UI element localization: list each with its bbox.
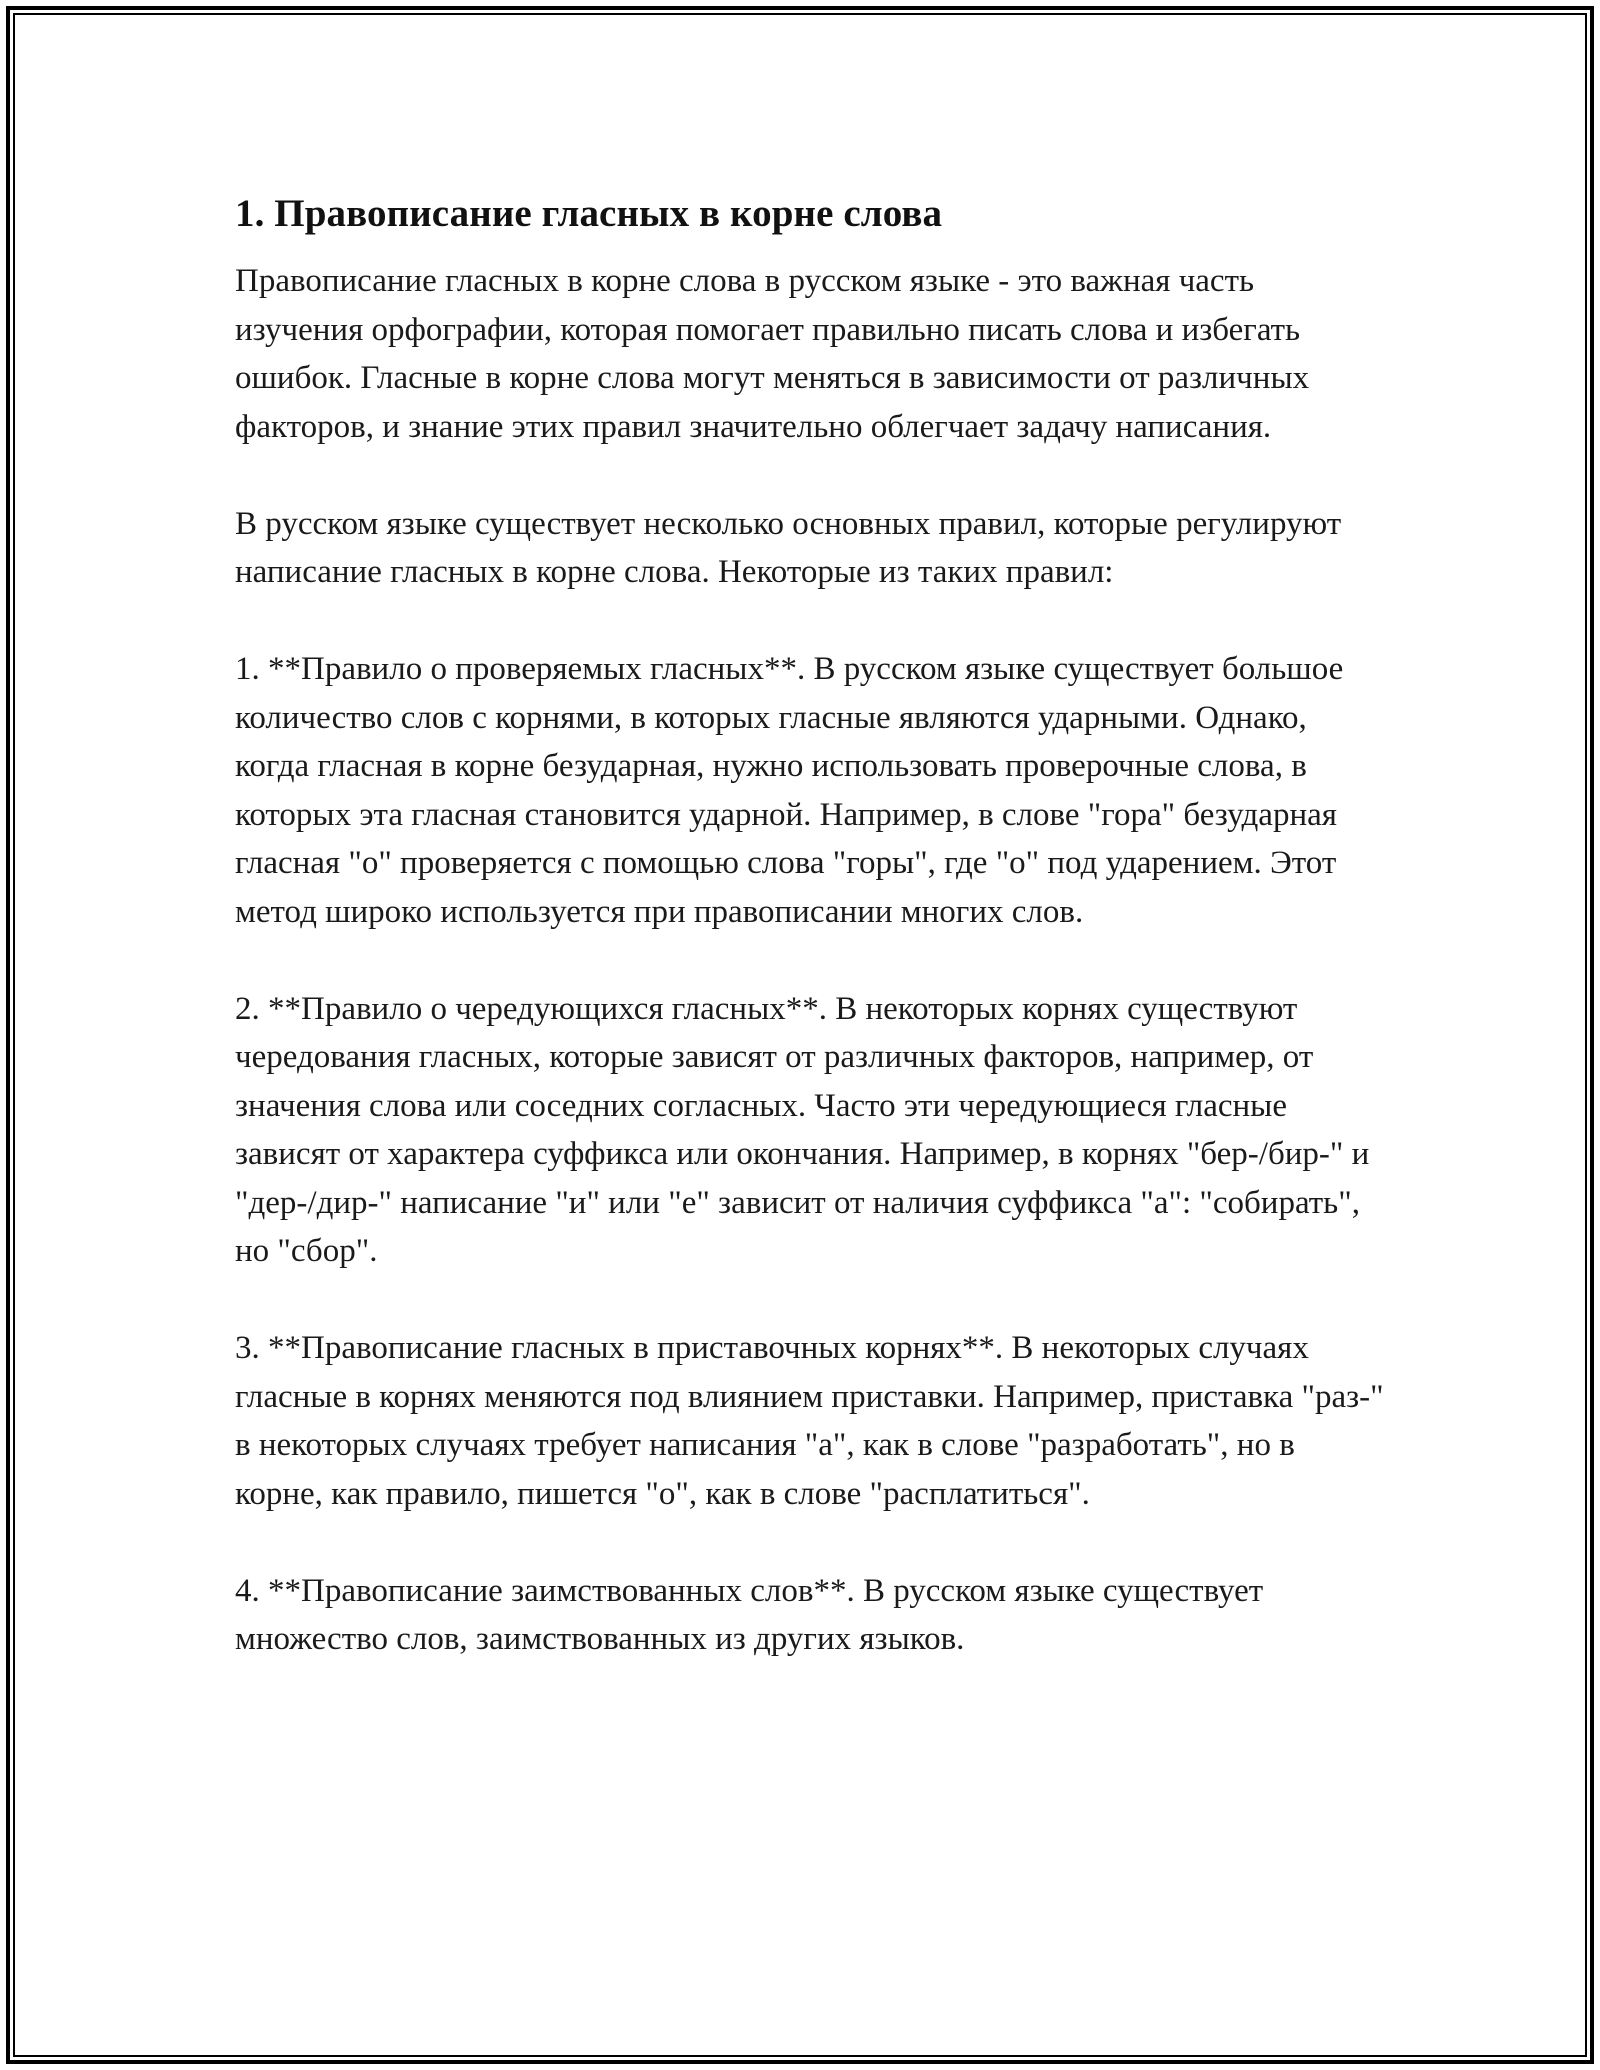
section-heading: 1. Правописание гласных в корне слова [235, 192, 943, 235]
paragraph-rules-intro: В русском языке существует несколько основных правил, которые регулируют написание гласных в корне слова. Некоторые из таких правил: [235, 505, 1342, 590]
paragraph-rule-2: 2. **Правило о чередующихся гласных**. В некоторых корнях существуют чередования гласных, которые зависят от различных факторов, например, от значения слова или соседних согласных. Часто эти чередующиеся гласные зависят от характера суффикса или окончания. Например, в корнях "бер-/бир-" и "дер-/дир-" написание "и" или "е" зависит от наличия суффикса "а": "собирать", но "сбор". [235, 990, 1370, 1269]
paragraph-rule-3: 3. **Правописание гласных в приставочных корнях**. В некоторых случаях гласные в корнях меняются под влиянием приставки. Например, приставка "раз-" в некоторых случаях требует написания "а", как в слове "разработать", но в корне, как правило, пишется "о", как в слове "расплатиться". [235, 1330, 1384, 1512]
document-body [235, 187, 1385, 1664]
paragraph-intro: Правописание гласных в корне слова в русском языке - это важная часть изучения орфографии, которая помогает правильно писать слова и избегать ошибок. Гласные в корне слова могут меняться в зависимости от различных факторов, и знание этих правил значительно облегчает задачу написания. [235, 263, 1310, 445]
paragraph-rule-1: 1. **Правило о проверяемых гласных**. В русском языке существует большое количество слов с корнями, в которых гласные являются ударными. Однако, когда гласная в корне безударная, нужно использовать проверочные слова, в которых эта гласная становится ударной. Например, в слове "гора" безударная гласная "о" проверяется с помощью слова "горы", где "о" под ударением. Этот метод широко используется при правописании многих слов. [235, 651, 1344, 930]
paragraph-rule-4: 4. **Правописание заимствованных слов**. В русском языке существует множество слов, заимствованных из других языков. [235, 1572, 1264, 1657]
